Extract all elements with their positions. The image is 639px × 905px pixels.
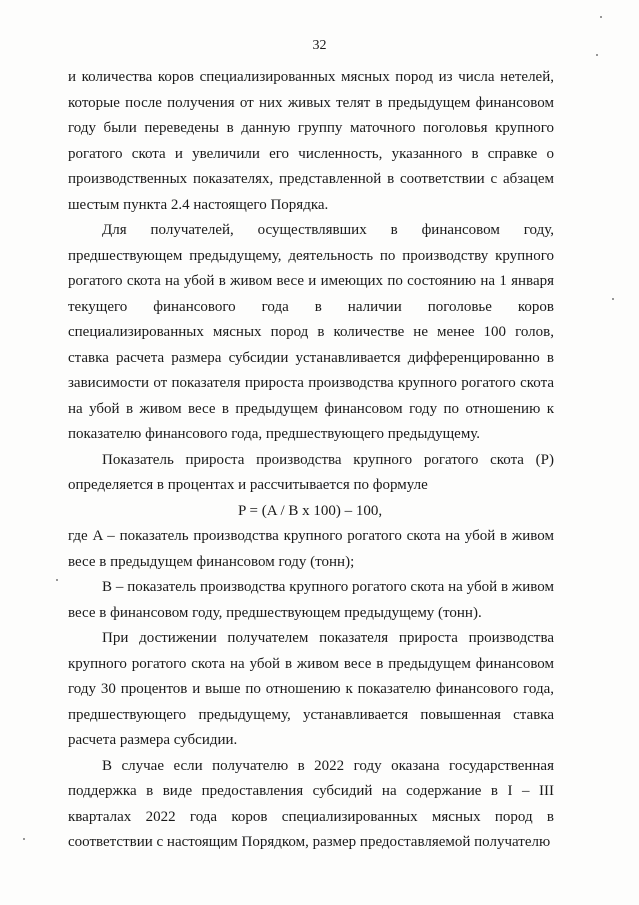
paragraph-definition-b: B – показатель производства крупного рогатого скота на убой в живом весе в финансовом году, предшествующем предыдущему (тонн). [68,579,554,621]
scan-speck [596,54,598,56]
page-number: 32 [312,38,327,53]
growth-formula: P = (A / B x 100) – 100, [238,502,383,519]
paragraph-definition-a: где A – показатель производства крупного рогатого скота на убой в живом весе в предыдущем финансовом году (тонн); [68,528,554,570]
paragraph-continuation: и количества коров специализированных мясных пород из числа нетелей, которые после получения от них живых телят в предыдущем финансовом году были переведены в данную группу маточного поголовья крупного рогатого скота и увеличили его численность, указанного в справке о производственных показателях, представленной в соответствии с абзацем шестым пункта 2.4 настоящего Порядка. [68,69,554,213]
paragraph-2022-support: В случае если получателю в 2022 году оказана государственная поддержка в виде предоставления субсидий на содержание в I – III кварталах 2022 года коров специализированных мясных пород в соответствии с настоящим Порядком, размер предоставляемой получателю [68,757,554,850]
scan-speck [612,298,614,300]
scan-speck [600,16,602,18]
paragraph-growth-indicator: Показатель прироста производства крупного рогатого скота (P) определяется в процентах и рассчитывается по формуле [68,451,554,493]
paragraph-recipients-rate: Для получателей, осуществлявших в финансовом году, предшествующем предыдущему, деятельность по производству крупного рогатого скота на убой в живом весе и имеющих по состоянию на 1 января текущего финансового года в наличии поголовье коров специализированных мясных пород в количестве не менее 100 голов, ставка расчета размера субсидии устанавливается дифференцированно в зависимости от показателя прироста производства крупного рогатого скота на убой в живом весе в предыдущем финансовом году по отношению к показателю финансового года, предшествующего предыдущему. [68,222,554,442]
scan-speck [56,579,58,581]
document-body [68,65,554,856]
scan-speck [23,838,25,840]
paragraph-increased-rate: При достижении получателем показателя прироста производства крупного рогатого скота на убой в живом весе в предыдущем финансовом году 30 процентов и выше по отношению к показателю финансового года, предшествующего предыдущему, устанавливается повышенная ставка расчета размера субсидии. [68,630,554,748]
